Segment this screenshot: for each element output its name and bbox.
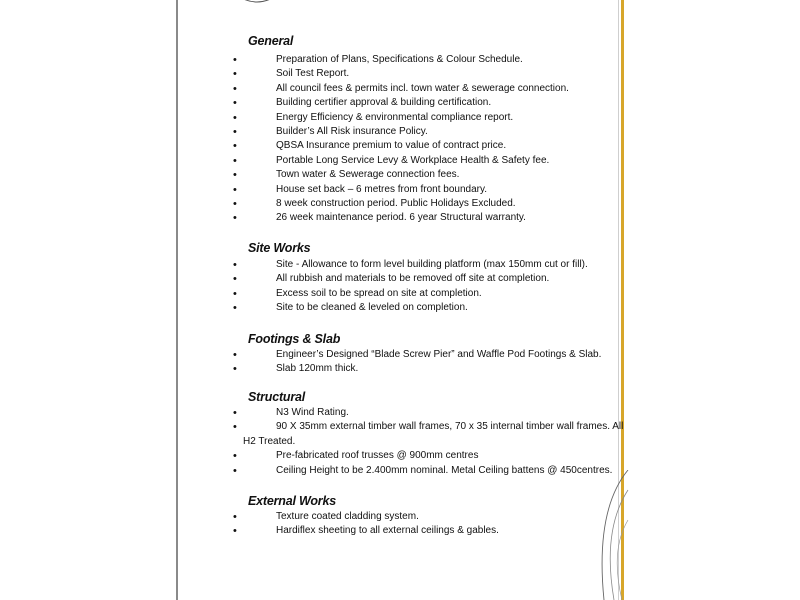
- bullet-icon: •: [233, 198, 237, 210]
- section-heading-general: General: [248, 34, 294, 48]
- bullet-icon: •: [233, 407, 237, 419]
- bullet-icon: •: [233, 302, 237, 315]
- bullet-icon: •: [233, 68, 237, 81]
- bullet-icon: •: [233, 287, 237, 300]
- bullet-icon: •: [233, 464, 237, 477]
- specification-document: General • Preparation of Plans, Specifications & Colour Schedule. • Soil Test Report. • All council fees & permits incl. town water & sewerage connection. • Building certifier approval & building certification. • Energy Efficiency & environmental compliance report. • Builder’s All Risk insurance Policy. • QBSA Insurance premium to value of contract price. • Portable Long Service Levy & Workplace Health & Safety fee. • Town water & Sewerage connection fees. • House set back – 6 metres from front boundary. • 8 week construction period. Public Holidays Excluded. • 26 week maintenance period. 6 year Structural warranty. Site Works • Site - Allowance to form level building platform (max 150mm cut or fill). • All rubbish and materials to be removed off site at completion. • Excess soil to be spread on site at completion. • Site to be cleaned & leveled on completion. Footings & Slab • Engineer’s Designed “Blade Screw Pier” and Waffle Pod Footings & Slab. • Slab 120mm thick. Structural • N3 Wind Rating. • 90 X 35mm external timber wall frames, 70 x 35 internal timber wall frames. All H2 Treated. • Pre-fabricated roof trusses @ 900mm centres • Ceiling Height to be 2.400mm nominal. Metal Ceiling battens @ 450centres. External Works • Texture coated cladding system. • Hardiflex sheeting to all external ceilings & gables.: [233, 34, 624, 538]
- bullet-icon: •: [233, 273, 237, 286]
- bullet-icon: •: [233, 82, 237, 95]
- bullet-icon: •: [233, 450, 237, 463]
- section-heading-site-works: Site Works: [248, 241, 311, 255]
- bullet-icon: •: [233, 511, 237, 523]
- bullet-icon: •: [233, 111, 237, 124]
- bullet-icon: •: [233, 140, 237, 153]
- bullet-icon: •: [233, 54, 237, 66]
- bullet-icon: •: [233, 154, 237, 167]
- section-heading-external-works: External Works: [248, 494, 336, 508]
- bullet-icon: •: [233, 421, 237, 434]
- section-heading-structural: Structural: [248, 390, 306, 404]
- bullet-icon: •: [233, 212, 237, 225]
- bullet-icon: •: [233, 169, 237, 182]
- list-item-continuation: H2 Treated.: [243, 435, 296, 447]
- bullet-icon: •: [233, 349, 237, 361]
- bullet-icon: •: [233, 259, 237, 271]
- bullet-icon: •: [233, 183, 237, 196]
- bullet-icon: •: [233, 97, 237, 110]
- bullet-icon: •: [233, 126, 237, 138]
- section-heading-footings-slab: Footings & Slab: [248, 332, 341, 346]
- bullet-icon: •: [233, 363, 237, 376]
- bullet-icon: •: [233, 525, 237, 538]
